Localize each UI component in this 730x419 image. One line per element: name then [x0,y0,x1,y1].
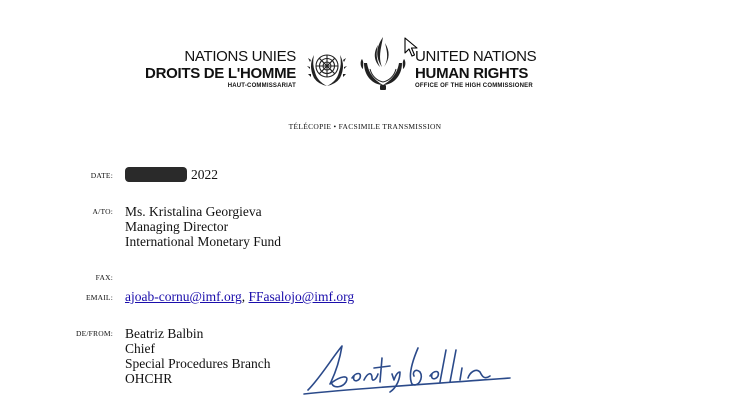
from-name: Beatriz Balbin [125,326,204,341]
un-emblem-icon [305,46,349,90]
email-link-1[interactable]: ajoab-cornu@imf.org [125,289,242,304]
date-year: 2022 [191,167,218,182]
redaction-box [125,167,187,182]
from-branch: Special Procedures Branch [125,356,271,371]
letterhead-fr-line2: DROITS DE L'HOMME [145,65,296,82]
email-separator: , [241,289,249,304]
mouse-cursor-icon [404,37,418,57]
to-label: A/TO: [92,207,113,216]
from-office: OHCHR [125,371,173,386]
transmission-title: TÉLÉCOPIE • FACSIMILE TRANSMISSION [288,122,442,131]
to-name: Ms. Kristalina Georgieva [125,204,262,219]
date-value [125,167,218,182]
from-block [125,326,270,386]
letterhead-fr-line3: HAUT-COMMISSARIAT [227,83,296,89]
email-value [125,289,354,304]
to-organization: International Monetary Fund [125,234,281,249]
letterhead-en-line1: UNITED NATIONS [415,48,537,65]
letterhead-en-line3: OFFICE OF THE HIGH COMMISSIONER [415,83,533,89]
letterhead-fr-line1: NATIONS UNIES [184,48,296,65]
letterhead-french [145,49,296,91]
letterhead-en-line2: HUMAN RIGHTS [415,65,529,82]
from-title: Chief [125,341,155,356]
to-block [125,204,281,249]
letterhead-english [415,49,536,91]
email-label: EMAIL: [85,293,113,302]
human-rights-flame-icon [356,33,410,93]
from-label: DE/FROM: [75,329,113,338]
signature [300,338,520,398]
email-link-2[interactable]: FFasalojo@imf.org [248,289,355,304]
date-label: DATE: [90,171,113,180]
fax-label: FAX: [95,273,113,282]
to-title: Managing Director [125,219,229,234]
